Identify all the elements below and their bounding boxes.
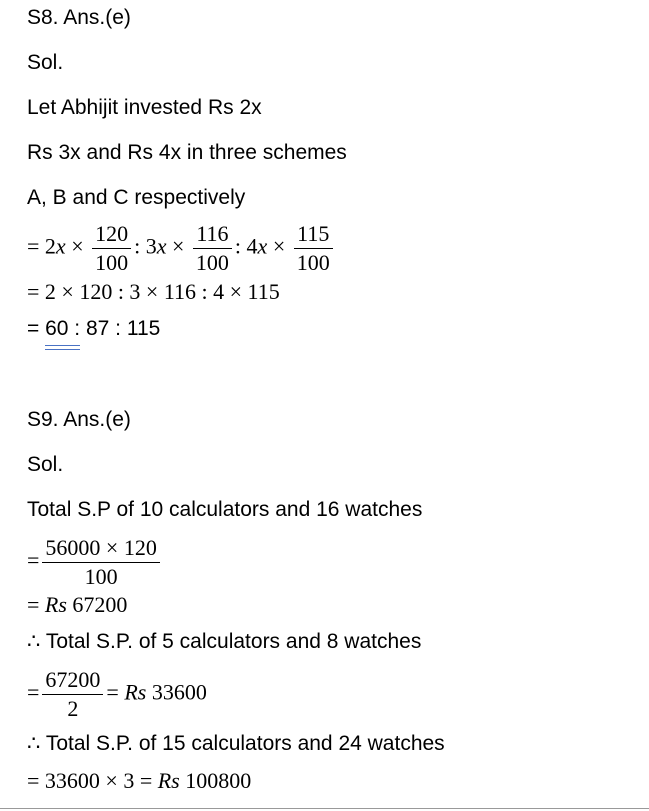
s9-line-3: ∴ Total S.P. of 15 calculators and 24 watches xyxy=(27,732,445,755)
s9-heading: S9. Ans.(e) xyxy=(27,408,131,431)
s8-simplified: = 2 × 120 : 3 × 116 : 4 × 115 xyxy=(27,279,280,304)
s8-answer: = 60 : 87 : 115 xyxy=(27,317,161,340)
fraction-115-100: $\frac{115}{100}$ xyxy=(294,220,333,277)
s9-fraction-1: = $\frac{56000 \times 120}{100}$ xyxy=(27,534,163,591)
s9-line-2: ∴ Total S.P. of 5 calculators and 8 watches xyxy=(27,630,422,653)
bottom-border xyxy=(0,808,649,809)
fraction-67200-2: $\frac{67200}{2}$ xyxy=(42,666,103,723)
s8-line-1: Let Abhijit invested Rs 2x xyxy=(27,96,262,119)
s8-sol: Sol. xyxy=(27,51,64,74)
s8-ratio-expression: = 2x × $\frac{120}{100}$ : 3x × $\frac{116}{100}$ : 4x × $\frac{115}{100}$ xyxy=(27,220,336,277)
s9-fraction-2: = $\frac{67200}{2}$ = Rs 33600 xyxy=(27,667,207,721)
s8-line-2: Rs 3x and Rs 4x in three schemes xyxy=(27,141,347,164)
fraction-116-100: $\frac{116}{100}$ xyxy=(193,220,232,277)
fraction-56000x120-100: $\frac{56000 \times 120}{100}$ xyxy=(42,534,159,591)
s9-result-1: = Rs 67200 xyxy=(27,592,128,617)
s8-line-3: A, B and C respectively xyxy=(27,186,246,209)
s9-sol: Sol. xyxy=(27,453,64,476)
fraction-120-100: $\frac{120}{100}$ xyxy=(92,220,131,277)
spellcheck-underline: 60 : xyxy=(45,317,81,340)
s9-line-1: Total S.P of 10 calculators and 16 watches xyxy=(27,498,423,521)
s8-heading: S8. Ans.(e) xyxy=(27,6,131,29)
s9-final: = 33600 × 3 = Rs 100800 xyxy=(27,768,252,793)
